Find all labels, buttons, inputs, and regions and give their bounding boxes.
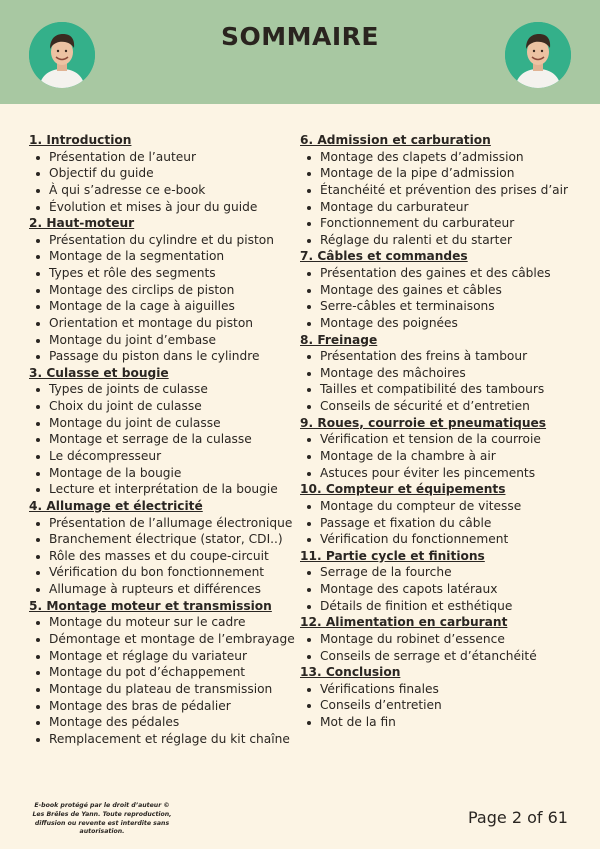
toc-item[interactable] — [300, 199, 580, 216]
toc-item-label: Types et rôle des segments — [49, 266, 216, 281]
toc-item[interactable] — [29, 431, 299, 448]
toc-item-label: Mot de la fin — [320, 715, 396, 730]
bullet-icon — [307, 222, 311, 226]
toc-item[interactable] — [300, 232, 580, 249]
toc-item-label: Démontage et montage de l’embrayage — [49, 631, 295, 646]
toc-item[interactable] — [300, 697, 580, 714]
toc-item[interactable] — [300, 182, 580, 199]
bullet-icon — [307, 206, 311, 210]
toc-item-label: Montage des bras de pédalier — [49, 698, 231, 713]
toc-item-label: Tailles et compatibilité des tambours — [320, 382, 545, 397]
bullet-icon — [36, 388, 40, 392]
bullet-icon — [307, 156, 311, 160]
toc-item-label: Montage de la bougie — [49, 465, 182, 480]
bullet-icon — [307, 721, 311, 725]
bullet-icon — [36, 488, 40, 492]
toc-item[interactable] — [29, 515, 299, 532]
toc-item-label: Montage des pédales — [49, 715, 180, 730]
bullet-icon — [36, 588, 40, 592]
toc-item[interactable] — [29, 531, 299, 548]
toc-item[interactable] — [29, 614, 299, 631]
bullet-icon — [307, 688, 311, 692]
section-item-list — [29, 381, 299, 497]
toc-item[interactable] — [29, 232, 299, 249]
bullet-icon — [307, 172, 311, 176]
toc-item[interactable] — [300, 265, 580, 282]
section-title[interactable]: 2. Haut-moteur — [29, 216, 135, 231]
toc-item-label: Montage et réglage du variateur — [49, 648, 248, 663]
bullet-icon — [307, 272, 311, 276]
toc-item[interactable] — [29, 381, 299, 398]
toc-item[interactable] — [300, 598, 580, 615]
toc-item-label: Fonctionnement du carburateur — [320, 216, 515, 231]
toc-item[interactable] — [300, 714, 580, 731]
bullet-icon — [36, 522, 40, 526]
bullet-icon — [307, 388, 311, 392]
toc-item-label: Montage du carburateur — [320, 199, 469, 214]
author-portrait-icon — [505, 22, 571, 88]
toc-item[interactable] — [29, 348, 299, 365]
section-title[interactable]: 6. Admission et carburation — [300, 133, 491, 147]
section-item-list — [300, 149, 580, 249]
page-title: SOMMAIRE — [221, 22, 379, 51]
toc-item-label: Types de joints de culasse — [49, 382, 208, 397]
toc-item[interactable] — [29, 398, 299, 415]
toc-section — [300, 548, 580, 615]
bullet-icon — [36, 705, 40, 709]
bullet-icon — [307, 239, 311, 243]
toc-item[interactable] — [29, 332, 299, 349]
section-item-list — [300, 431, 580, 481]
toc-section — [300, 614, 580, 664]
section-title[interactable]: 12. Alimentation en carburant — [300, 615, 508, 630]
toc-item[interactable] — [29, 731, 299, 748]
toc-section — [300, 248, 580, 331]
bullet-icon — [307, 571, 311, 575]
toc-item[interactable] — [29, 298, 299, 315]
toc-item[interactable] — [300, 515, 580, 532]
section-item-list — [300, 681, 580, 731]
toc-item-label: Vérification et tension de la courroie — [320, 432, 541, 447]
section-item-list — [300, 265, 580, 332]
toc-item-label: À qui s’adresse ce e-book — [49, 182, 206, 197]
bullet-icon — [36, 239, 40, 243]
author-avatar — [505, 22, 571, 88]
toc-item[interactable] — [300, 365, 580, 382]
section-title[interactable]: 9. Roues, courroie et pneumatiques — [300, 415, 547, 430]
toc-item[interactable] — [29, 199, 299, 216]
bullet-icon — [36, 255, 40, 259]
toc-item-label: Vérifications finales — [320, 681, 439, 696]
toc-item[interactable] — [29, 648, 299, 665]
bullet-icon — [36, 621, 40, 625]
bullet-icon — [307, 455, 311, 459]
section-item-list — [29, 149, 299, 216]
bullet-icon — [36, 289, 40, 293]
bullet-icon — [307, 405, 311, 409]
toc-section — [300, 664, 580, 731]
bullet-icon — [36, 172, 40, 176]
section-title[interactable]: 11. Partie cycle et finitions — [300, 548, 485, 563]
bullet-icon — [307, 704, 311, 708]
toc-item-label: Présentation de l’auteur — [49, 149, 196, 164]
toc-item[interactable] — [29, 664, 299, 681]
toc-item-label: Lecture et interprétation de la bougie — [49, 482, 278, 497]
toc-item[interactable] — [300, 348, 580, 365]
toc-section — [300, 481, 580, 548]
bullet-icon — [307, 505, 311, 509]
toc-item[interactable] — [29, 465, 299, 482]
bullet-icon — [307, 355, 311, 359]
toc-item-label: Conseils de sécurité et d’entretien — [320, 399, 530, 414]
bullet-icon — [307, 289, 311, 293]
toc-item[interactable] — [29, 564, 299, 581]
toc-item-label: Rôle des masses et du coupe-circuit — [49, 548, 269, 563]
bullet-icon — [36, 438, 40, 442]
toc-item[interactable] — [29, 714, 299, 731]
toc-item-label: Astuces pour éviter les pincements — [320, 465, 536, 480]
bullet-icon — [36, 272, 40, 276]
toc-item-label: Réglage du ralenti et du starter — [320, 232, 512, 247]
section-title[interactable]: 5. Montage moteur et transmission — [29, 598, 272, 613]
bullet-icon — [36, 738, 40, 742]
toc-item-label: Objectif du guide — [49, 166, 154, 181]
toc-item[interactable] — [29, 149, 299, 166]
bullet-icon — [36, 322, 40, 326]
toc-item-label: Montage des gaines et câbles — [320, 282, 502, 297]
section-item-list — [29, 232, 299, 365]
bullet-icon — [307, 305, 311, 309]
toc-item-label: Vérification du fonctionnement — [320, 532, 509, 547]
toc-item[interactable] — [29, 265, 299, 282]
bullet-icon — [36, 305, 40, 309]
toc-item[interactable] — [29, 681, 299, 698]
bullet-icon — [307, 605, 311, 609]
bullet-icon — [36, 472, 40, 476]
toc-item[interactable] — [300, 631, 580, 648]
toc-item-label: Montage et serrage de la culasse — [49, 432, 252, 447]
toc-column-left — [29, 132, 299, 747]
toc-item[interactable] — [300, 215, 580, 232]
toc-item[interactable] — [29, 448, 299, 465]
bullet-icon — [307, 189, 311, 193]
toc-item-label: Évolution et mises à jour du guide — [49, 199, 258, 214]
bullet-icon — [307, 372, 311, 376]
toc-item-label: Montage de la pipe d’admission — [320, 166, 515, 181]
toc-item-label: Montage du pot d’échappement — [49, 665, 246, 680]
header-band — [0, 0, 600, 104]
toc-item[interactable] — [300, 448, 580, 465]
toc-item-label: Conseils d’entretien — [320, 698, 442, 713]
bullet-icon — [36, 638, 40, 642]
section-item-list — [29, 614, 299, 747]
bullet-icon — [36, 571, 40, 575]
bullet-icon — [36, 721, 40, 725]
toc-item[interactable] — [29, 248, 299, 265]
bullet-icon — [36, 538, 40, 542]
toc-item[interactable] — [300, 498, 580, 515]
toc-item-label: Montage des clapets d’admission — [320, 149, 524, 164]
page-number: Page 2 of 61 — [468, 808, 568, 827]
toc-item-label: Choix du joint de culasse — [49, 399, 202, 414]
bullet-icon — [307, 538, 311, 542]
toc-item-label: Détails de finition et esthétique — [320, 598, 513, 613]
toc-item[interactable] — [29, 165, 299, 182]
toc-item-label: Passage et fixation du câble — [320, 515, 492, 530]
toc-item-label: Passage du piston dans le cylindre — [49, 349, 260, 364]
toc-item-label: Branchement électrique (stator, CDI..) — [49, 532, 283, 547]
toc-item-label: Montage de la cage à aiguilles — [49, 299, 235, 314]
toc-item-label: Conseils de serrage et d’étanchéité — [320, 648, 537, 663]
toc-item-label: Montage des poignées — [320, 315, 458, 330]
toc-item-label: Le décompresseur — [49, 449, 162, 464]
toc-item-label: Montage du robinet d’essence — [320, 631, 505, 646]
bullet-icon — [307, 638, 311, 642]
bullet-icon — [307, 588, 311, 592]
toc-item-label: Remplacement et réglage du kit chaîne — [49, 731, 290, 746]
section-item-list — [300, 498, 580, 548]
section-title[interactable]: 4. Allumage et électricité — [29, 498, 203, 513]
toc-item[interactable] — [29, 631, 299, 648]
toc-section — [300, 415, 580, 482]
toc-item[interactable] — [300, 298, 580, 315]
toc-section — [29, 498, 299, 598]
toc-item-label: Montage du moteur sur le cadre — [49, 615, 246, 630]
toc-item-label: Vérification du bon fonctionnement — [49, 565, 265, 580]
bullet-icon — [307, 322, 311, 326]
bullet-icon — [307, 438, 311, 442]
toc-item-label: Montage de la segmentation — [49, 249, 225, 264]
section-item-list — [29, 515, 299, 598]
section-title[interactable]: 10. Compteur et équipements — [300, 482, 506, 497]
toc-item[interactable] — [300, 581, 580, 598]
toc-section — [29, 215, 299, 365]
toc-item-label: Allumage à rupteurs et différences — [49, 582, 262, 597]
toc-section — [29, 598, 299, 748]
toc-item[interactable] — [300, 282, 580, 299]
bullet-icon — [36, 405, 40, 409]
toc-item[interactable] — [300, 564, 580, 581]
toc-item-label: Étanchéité et prévention des prises d’air — [320, 182, 569, 197]
toc-item[interactable] — [300, 398, 580, 415]
toc-item[interactable] — [300, 531, 580, 548]
toc-item[interactable] — [300, 431, 580, 448]
bullet-icon — [36, 355, 40, 359]
toc-column-right — [300, 132, 580, 731]
section-title[interactable]: 3. Culasse et bougie — [29, 365, 169, 380]
bullet-icon — [36, 455, 40, 459]
toc-item[interactable] — [300, 681, 580, 698]
toc-item-label: Orientation et montage du piston — [49, 315, 254, 330]
toc-section — [29, 365, 299, 498]
toc-item[interactable] — [29, 548, 299, 565]
bullet-icon — [36, 422, 40, 426]
bullet-icon — [36, 671, 40, 675]
bullet-icon — [36, 555, 40, 559]
bullet-icon — [36, 688, 40, 692]
toc-item[interactable] — [29, 182, 299, 199]
section-title[interactable]: 13. Conclusion — [300, 665, 401, 680]
toc-item[interactable] — [29, 481, 299, 498]
section-title[interactable]: 8. Freinage — [300, 332, 378, 347]
bullet-icon — [36, 339, 40, 343]
toc-item[interactable] — [29, 581, 299, 598]
bullet-icon — [36, 655, 40, 659]
toc-item-label: Montage du compteur de vitesse — [320, 498, 522, 513]
toc-item[interactable] — [29, 415, 299, 432]
toc-section — [300, 332, 580, 415]
toc-item-label: Montage de la chambre à air — [320, 448, 496, 463]
bullet-icon — [36, 206, 40, 210]
bullet-icon — [307, 522, 311, 526]
toc-item[interactable] — [300, 465, 580, 482]
toc-item-label: Serre-câbles et terminaisons — [320, 299, 495, 314]
toc-item-label: Présentation du cylindre et du piston — [49, 232, 274, 247]
toc-item[interactable] — [29, 282, 299, 299]
section-item-list — [300, 564, 580, 614]
section-title[interactable]: 1. Introduction — [29, 133, 132, 147]
toc-item[interactable] — [29, 315, 299, 332]
section-title[interactable]: 7. Câbles et commandes — [300, 249, 468, 264]
section-item-list — [300, 631, 580, 664]
toc-item-label: Montage du joint d’embase — [49, 332, 217, 347]
toc-item-label: Montage des circlips de piston — [49, 282, 235, 297]
toc-item[interactable] — [300, 381, 580, 398]
toc-item-label: Montage des mâchoires — [320, 365, 466, 380]
copyright-notice: E-book protégé par le droit d’auteur © Les Brêles de Yann. Toute reproduction, diffusion ou revente est interdite sans autorisation. — [32, 802, 172, 836]
section-item-list — [300, 348, 580, 415]
toc-item[interactable] — [29, 698, 299, 715]
bullet-icon — [36, 189, 40, 193]
bullet-icon — [307, 472, 311, 476]
toc-item[interactable] — [300, 149, 580, 166]
toc-item-label: Présentation des freins à tambour — [320, 349, 528, 364]
toc-item-label: Serrage de la fourche — [320, 565, 452, 580]
toc-item[interactable] — [300, 165, 580, 182]
toc-item-label: Montage du plateau de transmission — [49, 681, 273, 696]
toc-item-label: Présentation des gaines et des câbles — [320, 266, 551, 281]
toc-item-label: Montage du joint de culasse — [49, 415, 221, 430]
toc-section — [29, 132, 299, 215]
toc-item-label: Montage des capots latéraux — [320, 582, 498, 597]
toc-item[interactable] — [300, 648, 580, 665]
toc-section — [300, 132, 580, 248]
bullet-icon — [36, 156, 40, 160]
bullet-icon — [307, 655, 311, 659]
toc-item-label: Présentation de l’allumage électronique — [49, 515, 293, 530]
toc-item[interactable] — [300, 315, 580, 332]
